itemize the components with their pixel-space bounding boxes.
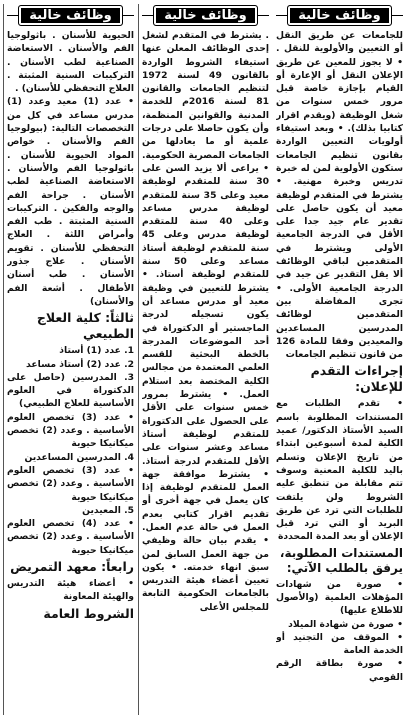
column-left-text [276,29,403,715]
paragraph: . يشترط في المتقدم لشغل إحدى الوظائف المعلن عنها استيفاء الشروط الواردة بالقانون 49 لسنة 1972 لتنظيم الجامعات والقانون 81 لسنة 2016م للخدمة المدنية والقوانين المنظمة، وأن يكون حاصلا على درجات علمية أو ما يعادلها من الجامعات المصرية الحكومية. • يراعى ألا يزيد السن على 30 سنة للمتقدم لوظيفة معيد وعلى 35 سنة للمتقدم لوظيفة مدرس مساعد وعلى 40 سنة للمتقدم لوظيفة مدرس وعلى 45 سنة للمتقدم لوظيفة أستاذ مساعد وعلى 50 سنة للمتقدم لوظيفة أستاذ. • يشترط للتعيين في وظيفة معيد أو مدرس مساعد أن يكون تسجيله لدرجة الماجستير أو الدكتوراة في أحد الموضوعات المدرجة بالخطة البحثية للقسم العلمي المعتمدة من مجالس الكلية المختصة بعد استلام العمل. • يشترط بمرور خمس سنوات على الأقل على الحصول على الدكتوراة للمتقدم لوظيفة أستاذ مساعد وعشر سنوات على الأقل للمتقدم لدرجة أستاذ. • يشترط موافقة جهة العمل للمتقدم لوظيفة إذا كان يعمل في جهة أخرى أو تقديم اقرار كتابي بعدم العمل في حالة عدم العمل. • يقدم بيان حالة وظيفي من جهة العمل السابق لمن سبق انهاء خدمته. • يكون تعيين أعضاء هيئة التدريس بالجامعات الحكومية التابعة للمجلس الأعلى [142,30,269,613]
list-item: 1. عدد (1) أستاذ [59,345,134,357]
column-right [3,4,134,715]
section-heading: الشروط العامة [43,605,134,621]
list-item: 5. المعيدين [82,504,134,516]
list-item: • عدد (3) تخصص العلوم الأساسية . وعدد (2) تخصص ميكانيكا حيوية [7,411,134,450]
list-item: • الموقف من التجنيد أو الخدمة العامة [276,631,403,657]
section-heading: المستندات المطلوبة، يرفق بالطلب الآتي: [279,545,403,575]
header-label: وظائف خالية [153,5,257,26]
column-middle-text [142,29,269,715]
section-heading: إجراءات التقدم للإعلان: [310,363,403,395]
column-left [273,4,403,715]
list-item: 2. عدد (2) أستاذ مساعد [26,358,134,370]
list-item: • صورة من شهادة الميلاد [288,618,403,630]
list-item: • صورة بطاقة الرقم القومي [276,658,403,683]
paragraph: • تقدم الطلبات مع المستندات المطلوبة باسم السيد الأستاذ الدكتور/ عميد الكلية لمدة أسبوعين ابتداء من تاريخ الإعلان وتسلم باليد للكلية المعنية وسوف تتم مقابلة من تنطبق عليه الشروط ولن يلتفت للطلبات التي ترد عن طريق البريد أو التي ترد قبل الإعلان أو بعد المدة المحددة [276,398,403,543]
paragraph: • أعضاء هيئة التدريس والهيئة المعاونة [7,577,134,603]
section-heading: رابعاً: معهد التمريض [10,558,134,574]
paragraph: الحيوية للأسنان . باثولوجيا الفم والأسنان . الاستعاضة الصناعية لطب الأسنان . التركيبات السنية المثبتة . العلاج التحفظي للأسنان) . [7,30,134,95]
section-heading: ثالثاً: كلية العلاج الطبيعي [36,310,134,342]
paragraph: • عدد (1) معيد وعدد (1) مدرس مساعد في كل من التخصصات التالية: (بيولوجيا الفم والأسنان . خواص المواد الحيوية للأسنان . باثولوجيا الفم والأسنان . الاستعاضة الصناعية لطب الأسنان . جراحة الفم والوجه والفكين . التركيبات السنية المثبتة . طب الفم وأمراض اللثة . العلاج التحفظي للأسنان . تقويم الأسنان . علاج جذور الأسنان . طب أسنان الأطفال . أشعة الفم والأسنان) [7,96,134,307]
column-header [276,4,403,26]
list-item: • عدد (3) تخصص العلوم الأساسية . وعدد (2) تخصص ميكانيكا حيوية [7,464,134,503]
list-item: 3. المدرسين (حاصل على الدكتوراة في العلوم الأساسية للعلاج الطبيعي) [7,371,134,410]
column-header [7,4,134,26]
column-right-text [7,29,134,715]
paragraph: للجامعات عن طريق النقل أو التعيين والأولوية للنقل . • لا يجوز للمعين عن طريق الإعلان النقل أو الإعارة أو القيام بإجازة خاصة قبل مرور خمس سنوات من شغل الوظيفة (ويقدم اقرار كتابيا بذلك). • وبعد استيفاء أولويات التعيين الواردة بقانون تنظيم الجامعات ستكون الأولوية لمن له خبرة تدريس وخبرة مهنية. • يشترط في المتقدم لوظيفة معيد أن يكون حاصل على تقدير عام جيد جدا على الأقل في الدرجة الجامعية الأولى ويشترط في المتقدمين لباقي الوظائف ألا يقل التقدير عن جيد في الدرجة الجامعية الأولى. • تجرى المفاضلة بين المتقدمين لوظائف المدرسين المساعدين والمعيدين وفقا للمادة 126 من قانون تنظيم الجامعات [276,30,403,361]
list-item: 4. المدرسين المساعدين [24,451,134,463]
list-item: • عدد (4) تخصص العلوم الأساسية . وعدد (2) تخصص ميكانيكا حيوية [7,518,134,556]
header-label: وظائف خالية [287,5,391,26]
list-item: • صورة من شهادات المؤهلات العلمية (والأصول للاطلاع عليها) [276,578,403,617]
column-header [142,4,269,26]
header-label: وظائف خالية [18,5,122,26]
column-middle [138,4,269,715]
